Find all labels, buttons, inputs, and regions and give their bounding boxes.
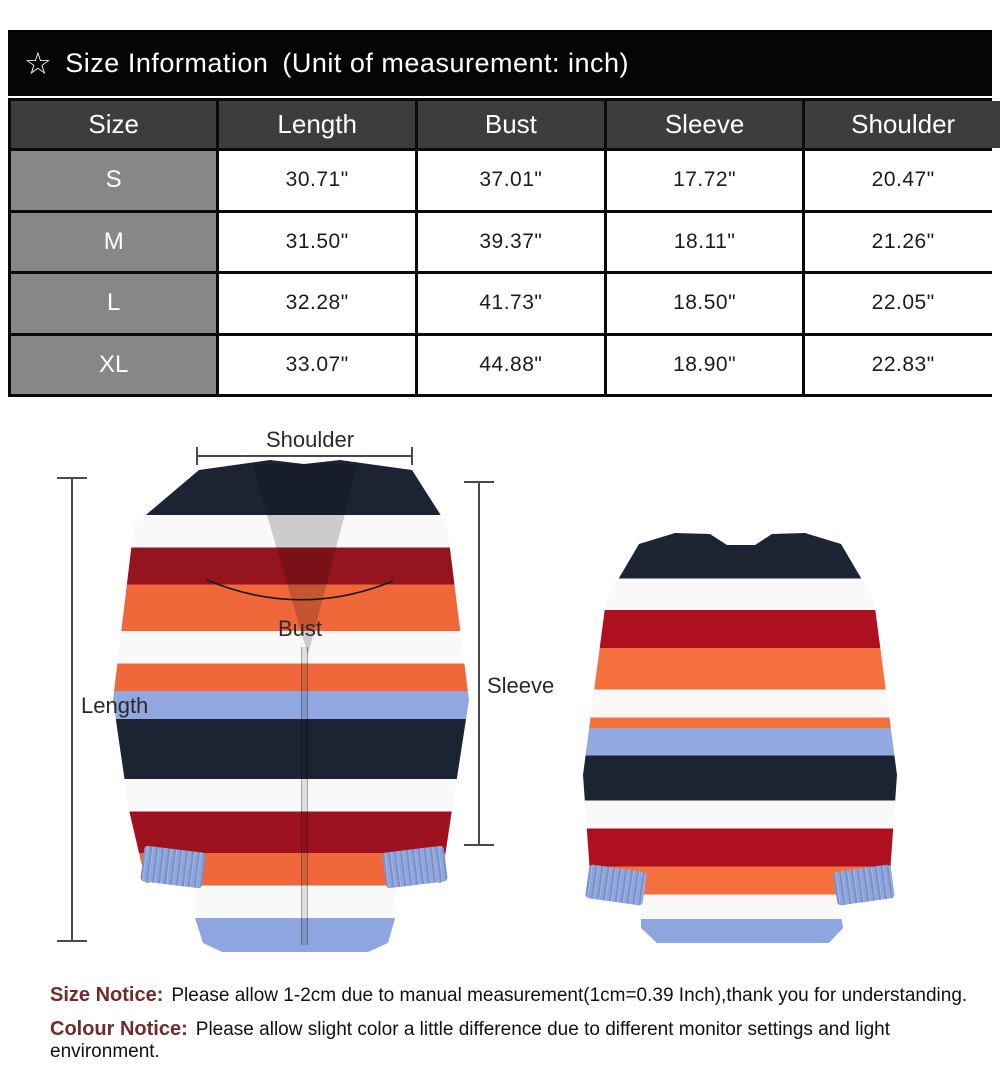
row-l-sleeve: 18.50" — [607, 274, 803, 333]
cardigan-front-opening — [301, 647, 308, 945]
row-s-length: 30.71" — [219, 151, 415, 210]
size-notice-label: Size Notice: — [50, 984, 164, 1006]
measurement-diagram — [0, 420, 1000, 980]
row-l-length: 32.28" — [219, 274, 415, 333]
size-notice-line — [50, 984, 980, 1007]
length-label: Length — [81, 693, 149, 718]
shoulder-label: Shoulder — [266, 427, 355, 452]
title-bar — [8, 30, 992, 96]
size-table — [8, 98, 992, 397]
colour-notice-label: Colour Notice: — [50, 1018, 188, 1040]
row-l-bust: 41.73" — [418, 274, 604, 333]
column-header-bust: Bust — [418, 101, 604, 148]
row-xl-size: XL — [11, 336, 216, 395]
cardigan-front-right-cuff — [382, 845, 448, 888]
row-m-bust: 39.37" — [418, 213, 604, 272]
cardigan-back-image — [575, 530, 905, 950]
unit-note: (Unit of measurement: inch) — [282, 47, 630, 78]
row-m-length: 31.50" — [219, 213, 415, 272]
row-l-size: L — [11, 274, 216, 333]
colour-notice-text: Please allow slight color a little difference due to different monitor settings and light environment. — [50, 1019, 891, 1062]
column-header-size: Size — [11, 101, 216, 148]
cardigan-front-image — [100, 455, 480, 955]
row-xl-sleeve: 18.90" — [607, 336, 803, 395]
row-s-size: S — [11, 151, 216, 210]
row-xl-length: 33.07" — [219, 336, 415, 395]
row-xl-shoulder: 22.83" — [805, 336, 1000, 395]
bust-label: Bust — [278, 616, 323, 641]
cardigan-front-left-cuff — [140, 845, 206, 888]
notices-section — [50, 984, 980, 1074]
row-s-shoulder: 20.47" — [805, 151, 1000, 210]
sleeve-label: Sleeve — [487, 673, 555, 698]
row-s-bust: 37.01" — [418, 151, 604, 210]
page-title: Size Information — [65, 47, 269, 78]
row-m-sleeve: 18.11" — [607, 213, 803, 272]
column-header-shoulder: Shoulder — [805, 101, 1000, 148]
colour-notice-line — [50, 1018, 980, 1063]
row-s-sleeve: 17.72" — [607, 151, 803, 210]
row-xl-bust: 44.88" — [418, 336, 604, 395]
star-icon: ☆ — [24, 45, 53, 81]
row-m-size: M — [11, 213, 216, 272]
size-notice-text: Please allow 1-2cm due to manual measurement(1cm=0.39 Inch),thank you for understanding. — [171, 985, 968, 1006]
column-header-length: Length — [219, 101, 415, 148]
row-m-shoulder: 21.26" — [805, 213, 1000, 272]
column-header-sleeve: Sleeve — [607, 101, 803, 148]
row-l-shoulder: 22.05" — [805, 274, 1000, 333]
